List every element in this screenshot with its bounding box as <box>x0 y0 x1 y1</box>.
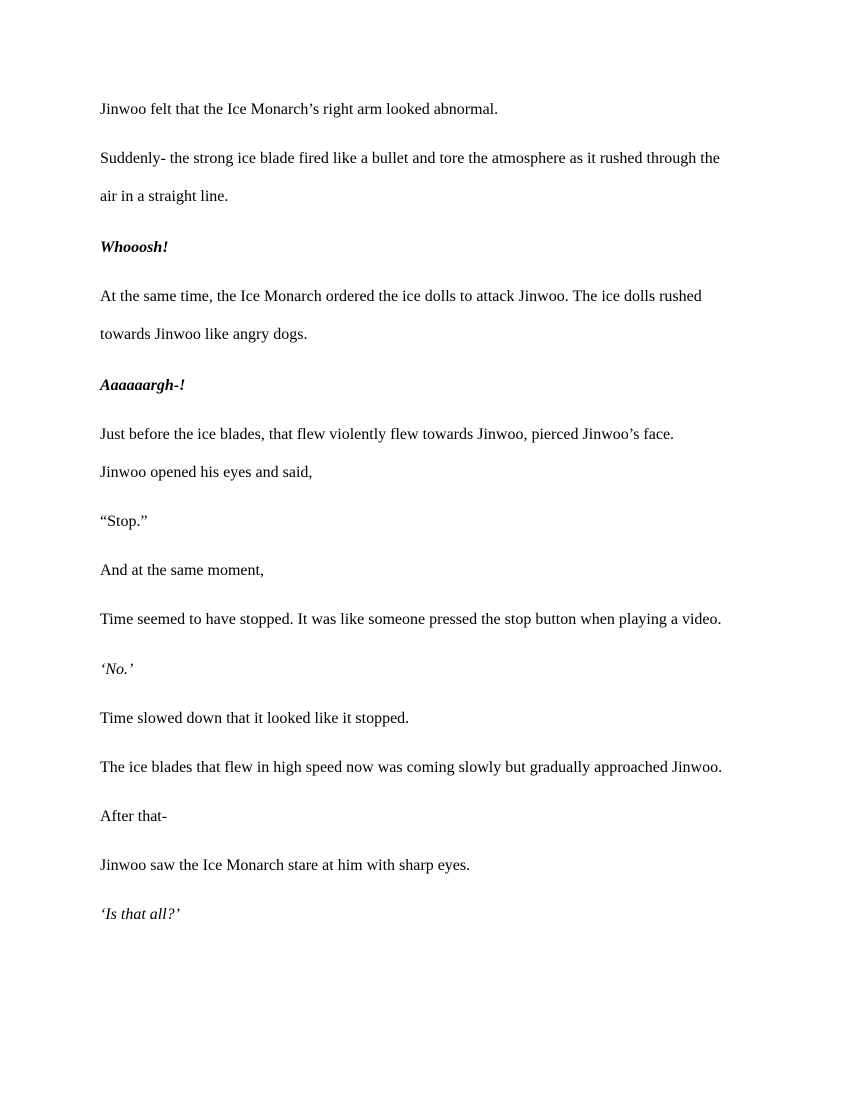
sound-effect-text: Whooosh! <box>100 239 169 256</box>
text-line: And at the same moment, <box>100 562 264 579</box>
text-line: After that- <box>100 808 168 825</box>
text-line: towards Jinwoo like angry dogs. <box>100 326 308 343</box>
thought-text: ‘Is that all?’ <box>100 906 180 923</box>
sound-effect-text: Aaaaaargh-! <box>100 377 186 394</box>
text-line: Jinwoo opened his eyes and said, <box>100 464 313 481</box>
text-line: Suddenly- the strong ice blade fired like a bullet and tore the atmosphere as it rushed through the <box>100 150 720 167</box>
text-line: Time seemed to have stopped. It was like someone pressed the stop button when playing a video. <box>100 611 722 628</box>
thought-text: ‘No.’ <box>100 661 134 678</box>
text-line: air in a straight line. <box>100 188 229 205</box>
text-line: Just before the ice blades, that flew violently flew towards Jinwoo, pierced Jinwoo’s face. <box>100 426 675 443</box>
text-line: Jinwoo saw the Ice Monarch stare at him with sharp eyes. <box>100 857 471 874</box>
text-line: Time slowed down that it looked like it stopped. <box>100 710 410 727</box>
text-line: At the same time, the Ice Monarch ordered the ice dolls to attack Jinwoo. The ice dolls rushed <box>100 288 702 305</box>
text-line: Jinwoo felt that the Ice Monarch’s right arm looked abnormal. <box>100 101 499 118</box>
dialogue-text: “Stop.” <box>100 513 148 530</box>
text-line: The ice blades that flew in high speed now was coming slowly but gradually approached Jinwoo. <box>100 759 723 776</box>
